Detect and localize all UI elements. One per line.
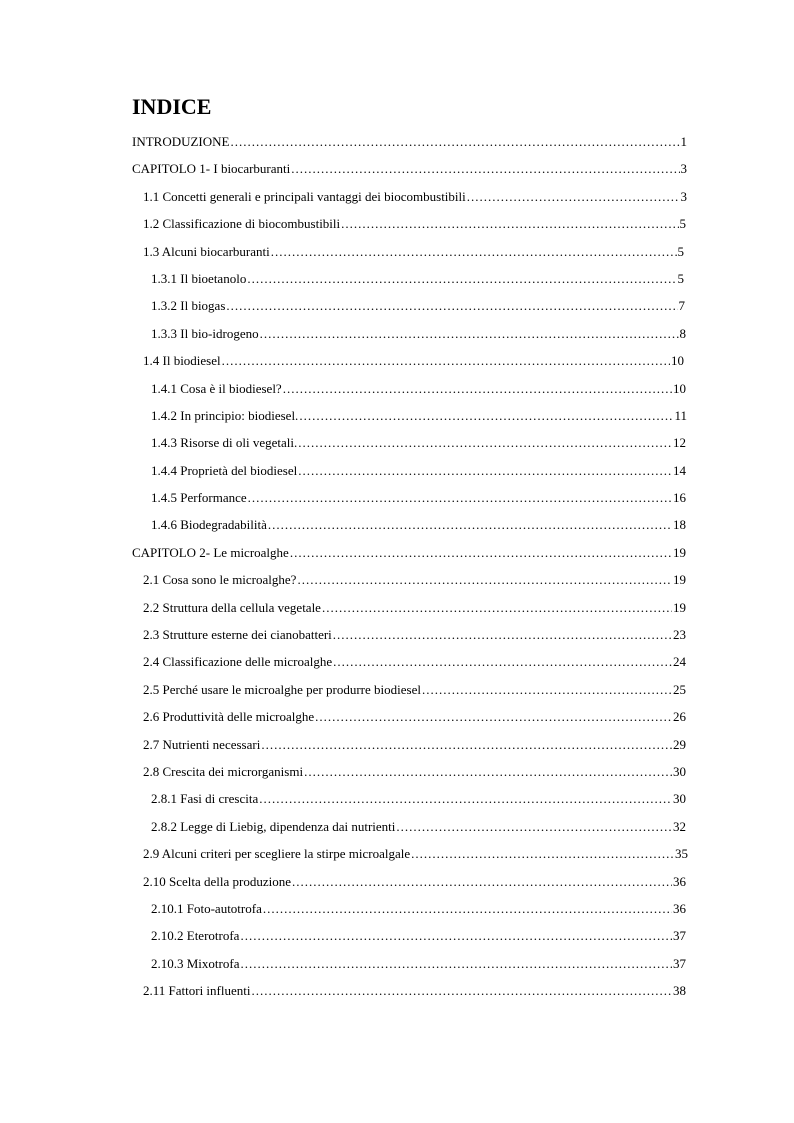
toc-entry-label: 1.4.3 Risorse di oli vegetali. xyxy=(151,435,298,451)
toc-entry[interactable] xyxy=(0,813,794,840)
toc-entry[interactable] xyxy=(0,621,794,648)
dot-leader xyxy=(248,484,672,511)
toc-entry[interactable] xyxy=(0,539,794,566)
toc-entry-page-number: 18 xyxy=(673,517,686,533)
toc-entry-page-number: 29 xyxy=(673,736,686,752)
toc-entry-page-number: 30 xyxy=(673,763,686,779)
toc-entry[interactable] xyxy=(0,840,794,867)
toc-entry-page-number: 5 xyxy=(677,270,684,286)
toc-entry-page-number: 5 xyxy=(677,243,684,259)
toc-entry-page-number: 25 xyxy=(673,681,686,697)
toc-entry[interactable] xyxy=(0,676,794,703)
toc-entry-page-number: 16 xyxy=(673,490,686,506)
dot-leader xyxy=(341,210,678,237)
toc-entry-page-number: 12 xyxy=(673,435,686,451)
toc-entry[interactable] xyxy=(0,183,794,210)
toc-entry[interactable] xyxy=(0,457,794,484)
toc-entry-label: 2.2 Struttura della cellula vegetale xyxy=(143,599,321,615)
toc-entry[interactable] xyxy=(0,155,794,182)
dot-leader xyxy=(259,785,672,812)
toc-entry-page-number: 30 xyxy=(673,791,686,807)
toc-entry-label: 1.3.3 Il bio-idrogeno xyxy=(151,325,259,341)
toc-entry-page-number: 24 xyxy=(673,654,686,670)
dot-leader xyxy=(322,594,672,621)
toc-entry[interactable] xyxy=(0,375,794,402)
dot-leader xyxy=(304,758,672,785)
toc-entry-page-number: 8 xyxy=(679,325,686,341)
toc-entry-label: 1.1 Concetti generali e principali vantaggi dei biocombustibili xyxy=(143,188,466,204)
toc-entry-label: 2.8.1 Fasi di crescita xyxy=(151,791,259,807)
table-of-contents xyxy=(0,128,794,1005)
dot-leader xyxy=(283,375,672,402)
toc-entry-label: 2.10.3 Mixotrofa xyxy=(151,955,240,971)
toc-entry-page-number: 32 xyxy=(673,818,686,834)
dot-leader xyxy=(261,731,672,758)
page-title: INDICE xyxy=(132,94,212,119)
dot-leader xyxy=(271,238,677,265)
toc-entry-label: 2.3 Strutture esterne dei cianobatteri xyxy=(143,627,332,643)
toc-entry-page-number: 3 xyxy=(680,188,687,204)
toc-entry[interactable] xyxy=(0,128,794,155)
toc-entry[interactable] xyxy=(0,484,794,511)
toc-entry-page-number: 19 xyxy=(673,544,686,560)
toc-entry[interactable] xyxy=(0,703,794,730)
toc-entry-label: 1.2 Classificazione di biocombustibili xyxy=(143,216,341,232)
dot-leader xyxy=(291,155,679,182)
dot-leader xyxy=(230,128,679,155)
dot-leader xyxy=(422,676,672,703)
toc-entry-label: 2.4 Classificazione delle microalghe xyxy=(143,654,333,670)
toc-entry[interactable] xyxy=(0,868,794,895)
dot-leader xyxy=(467,183,680,210)
dot-leader xyxy=(268,511,672,538)
toc-entry-label: 2.5 Perché usare le microalghe per produrre biodiesel xyxy=(143,681,421,697)
toc-entry-page-number: 35 xyxy=(675,846,688,862)
toc-entry-page-number: 10 xyxy=(671,353,684,369)
toc-entry-page-number: 37 xyxy=(673,955,686,971)
toc-entry[interactable] xyxy=(0,429,794,456)
toc-entry-label: 2.7 Nutrienti necessari xyxy=(143,736,261,752)
toc-entry-page-number: 36 xyxy=(673,873,686,889)
toc-entry[interactable] xyxy=(0,292,794,319)
toc-entry-label: CAPITOLO 2- Le microalghe xyxy=(132,544,289,560)
toc-entry[interactable] xyxy=(0,922,794,949)
toc-entry-page-number: 19 xyxy=(673,599,686,615)
dot-leader xyxy=(333,648,672,675)
toc-entry-label: 2.8.2 Legge di Liebig, dipendenza dai nutrienti xyxy=(151,818,396,834)
toc-entry[interactable] xyxy=(0,895,794,922)
dot-leader xyxy=(240,922,672,949)
dot-leader xyxy=(263,895,672,922)
dot-leader xyxy=(411,840,674,867)
toc-entry-label: 2.6 Produttività delle microalghe xyxy=(143,709,315,725)
toc-entry[interactable] xyxy=(0,758,794,785)
dot-leader xyxy=(333,621,672,648)
toc-entry-label: 1.4.4 Proprietà del biodiesel xyxy=(151,462,298,478)
toc-entry-label: 1.3.2 Il biogas xyxy=(151,298,226,314)
toc-entry-page-number: 5 xyxy=(679,216,686,232)
toc-entry-page-number: 11 xyxy=(674,407,687,423)
toc-entry-page-number: 36 xyxy=(673,900,686,916)
dot-leader xyxy=(247,265,676,292)
toc-entry[interactable] xyxy=(0,594,794,621)
toc-entry[interactable] xyxy=(0,210,794,237)
dot-leader xyxy=(298,457,672,484)
toc-entry[interactable] xyxy=(0,238,794,265)
toc-entry[interactable] xyxy=(0,731,794,758)
toc-entry[interactable] xyxy=(0,320,794,347)
toc-entry-label: 2.10.1 Foto-autotrofa xyxy=(151,900,262,916)
toc-entry[interactable] xyxy=(0,402,794,429)
dot-leader xyxy=(226,292,677,319)
toc-entry-page-number: 38 xyxy=(673,983,686,999)
toc-entry-label: 2.11 Fattori influenti xyxy=(143,983,251,999)
dot-leader xyxy=(396,813,672,840)
toc-entry-label: 1.4 Il biodiesel xyxy=(143,353,221,369)
toc-entry-label: CAPITOLO 1- I biocarburanti xyxy=(132,161,291,177)
toc-entry-label: 1.3 Alcuni biocarburanti xyxy=(143,243,270,259)
toc-entry[interactable] xyxy=(0,347,794,374)
toc-entry[interactable] xyxy=(0,265,794,292)
toc-entry-label: 2.9 Alcuni criteri per scegliere la stirpe microalgale xyxy=(143,846,411,862)
toc-entry-page-number: 37 xyxy=(673,928,686,944)
toc-entry-page-number: 3 xyxy=(680,161,687,177)
toc-entry-label: INTRODUZIONE xyxy=(132,134,230,149)
toc-entry-page-number: 10 xyxy=(673,380,686,396)
toc-entry[interactable] xyxy=(0,566,794,593)
toc-entry-label: 1.3.1 Il bioetanolo xyxy=(151,270,247,286)
toc-entry-label: 1.4.5 Performance xyxy=(151,490,247,506)
dot-leader xyxy=(298,429,672,456)
toc-entry-label: 1.4.1 Cosa è il biodiesel? xyxy=(151,380,282,396)
toc-entry-label: 2.10.2 Eterotrofa xyxy=(151,928,240,944)
dot-leader xyxy=(297,566,672,593)
toc-entry-page-number: 1 xyxy=(680,134,687,149)
toc-entry-label: 1.4.6 Biodegradabilità xyxy=(151,517,267,533)
toc-entry-page-number: 19 xyxy=(673,572,686,588)
dot-leader xyxy=(315,703,672,730)
dot-leader xyxy=(251,977,672,1004)
toc-entry[interactable] xyxy=(0,648,794,675)
toc-entry-label: 2.10 Scelta della produzione xyxy=(143,873,292,889)
dot-leader xyxy=(292,868,672,895)
toc-entry-page-number: 7 xyxy=(678,298,685,314)
toc-entry[interactable] xyxy=(0,511,794,538)
toc-entry-label: 1.4.2 In principio: biodiesel. xyxy=(151,407,299,423)
dot-leader xyxy=(222,347,670,374)
dot-leader xyxy=(299,402,673,429)
dot-leader xyxy=(260,320,679,347)
toc-entry[interactable] xyxy=(0,950,794,977)
toc-entry-page-number: 26 xyxy=(673,709,686,725)
toc-entry-label: 2.1 Cosa sono le microalghe? xyxy=(143,572,297,588)
dot-leader xyxy=(240,950,672,977)
toc-entry[interactable] xyxy=(0,785,794,812)
toc-entry-label: 2.8 Crescita dei microrganismi xyxy=(143,763,304,779)
dot-leader xyxy=(290,539,672,566)
toc-entry[interactable] xyxy=(0,977,794,1004)
toc-entry-page-number: 14 xyxy=(673,462,686,478)
toc-entry-page-number: 23 xyxy=(673,627,686,643)
